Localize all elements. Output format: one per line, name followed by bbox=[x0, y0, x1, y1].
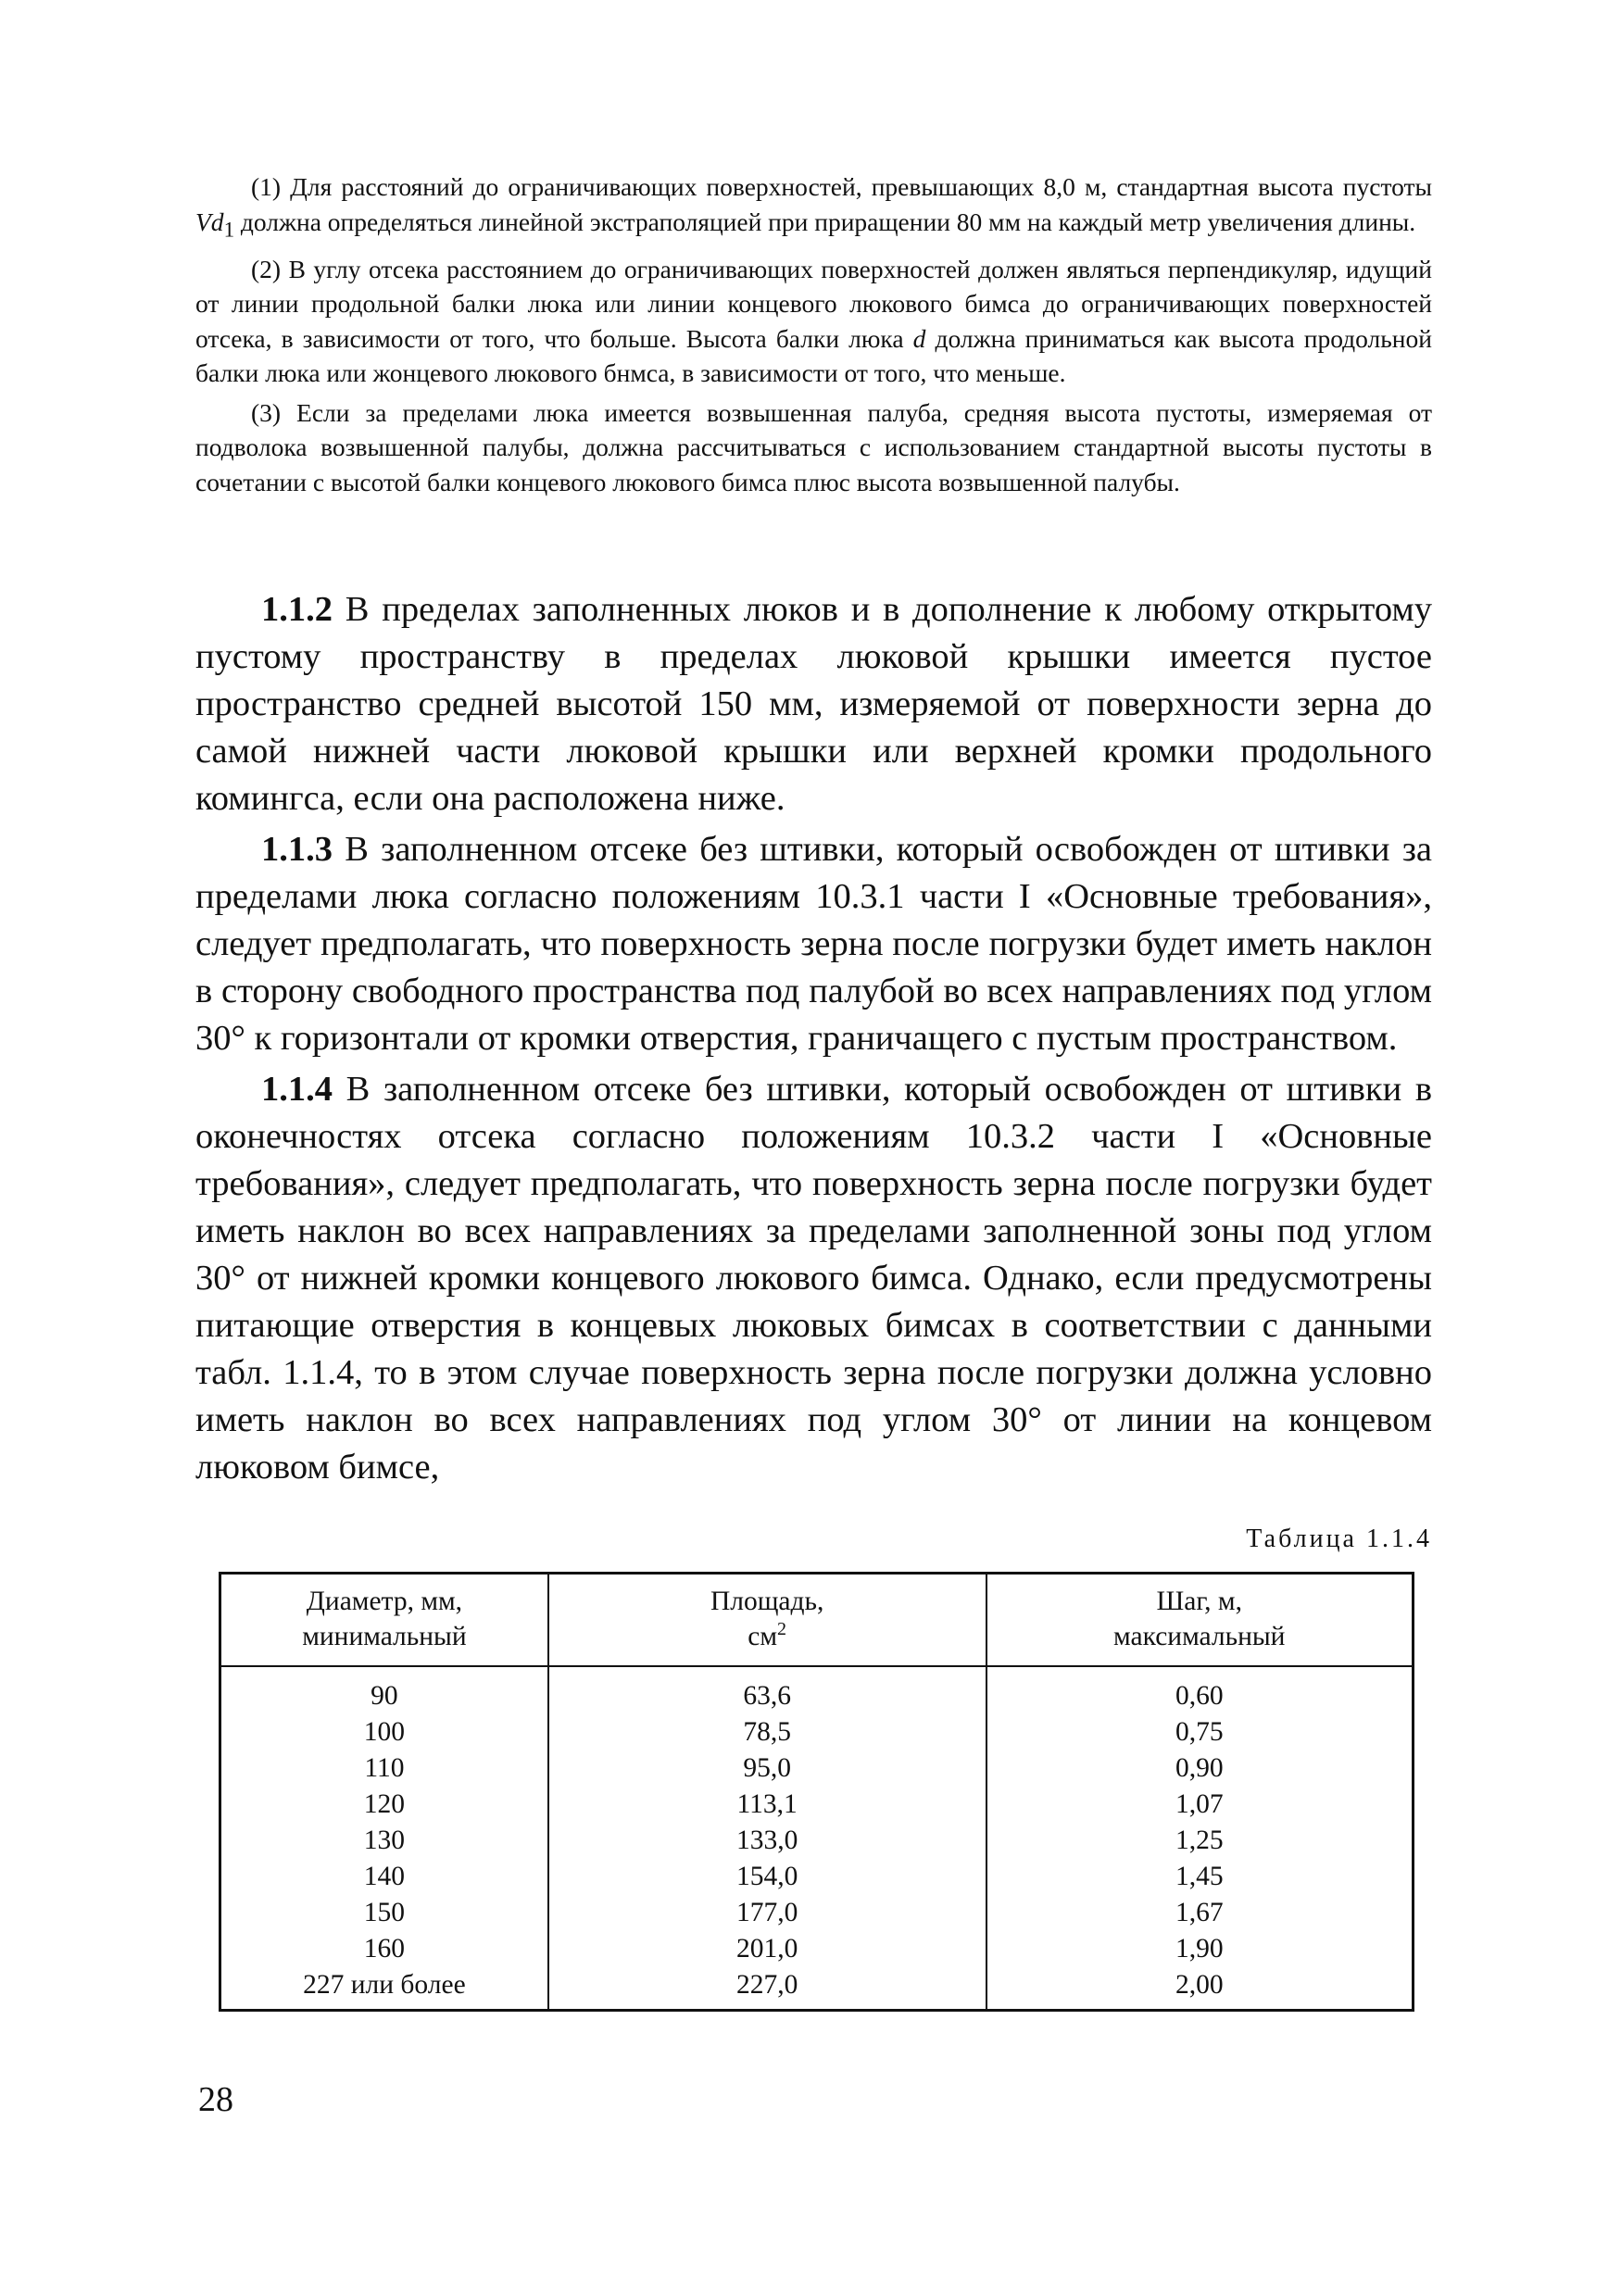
cell-diameter: 227 или более bbox=[220, 1967, 548, 2011]
cell-pitch: 1,45 bbox=[986, 1859, 1414, 1895]
page-number: 28 bbox=[198, 2080, 233, 2119]
table-row bbox=[220, 1714, 1414, 1750]
cell-pitch: 0,75 bbox=[986, 1714, 1414, 1750]
note-1-text-end: должна определяться линейной экстраполяцией при приращении 80 мм на каждый метр увеличения длины. bbox=[234, 207, 1416, 236]
paragraph-1-1-3 bbox=[195, 826, 1432, 1062]
note-2-text-start: (2) В углу отсека расстоянием до ограничивающих поверхностей должен являться перпендикуляр, идущий от линии продольной балки люка или линии концевого люкового бимса до ограничивающих поверхностей отсека, в зависимости от того, что больше. Высота балки люка bbox=[195, 254, 1432, 353]
cell-area: 177,0 bbox=[548, 1895, 986, 1931]
data-table bbox=[219, 1572, 1414, 2012]
note-2-variable: d bbox=[912, 323, 926, 353]
table-row bbox=[220, 1750, 1414, 1787]
note-1-subscript: 1 bbox=[223, 218, 235, 241]
table-row bbox=[220, 1823, 1414, 1859]
cell-pitch: 1,90 bbox=[986, 1931, 1414, 1967]
cell-area: 201,0 bbox=[548, 1931, 986, 1967]
cell-diameter: 160 bbox=[220, 1931, 548, 1967]
table-row bbox=[220, 1787, 1414, 1823]
header-area-superscript: 2 bbox=[777, 1619, 787, 1640]
cell-area: 133,0 bbox=[548, 1823, 986, 1859]
header-diameter-line1: Диаметр, мм, bbox=[306, 1587, 463, 1616]
table-header-row bbox=[220, 1574, 1414, 1667]
table-notes bbox=[195, 169, 1432, 499]
main-text bbox=[195, 586, 1432, 1491]
paragraph-1-1-2-text: В пределах заполненных люков и в дополнение к любому открытому пустому пространству в пределах люковой крышки имеется пустое пространство средней высотой 150 мм, измеряемой от поверхности зерна до самой нижней части люковой крышки или верхней кромки продольного комингса, если она расположена ниже. bbox=[195, 590, 1432, 818]
table-row bbox=[220, 1967, 1414, 2011]
header-pitch bbox=[986, 1574, 1414, 1667]
note-1-text-start: (1) Для расстояний до ограничивающих поверхностей, превышающих 8,0 м, стандартная высота пустоты bbox=[251, 172, 1432, 201]
header-area-unit: см bbox=[748, 1622, 778, 1651]
note-2 bbox=[195, 252, 1432, 391]
header-diameter-line2: минимальный bbox=[302, 1622, 467, 1651]
note-1 bbox=[195, 169, 1432, 247]
section-number-1-1-3: 1.1.3 bbox=[261, 830, 333, 869]
cell-diameter: 130 bbox=[220, 1823, 548, 1859]
cell-area: 78,5 bbox=[548, 1714, 986, 1750]
cell-pitch: 2,00 bbox=[986, 1967, 1414, 2011]
section-number-1-1-2: 1.1.2 bbox=[261, 590, 333, 629]
header-area-line1: Площадь, bbox=[710, 1587, 824, 1616]
section-number-1-1-4: 1.1.4 bbox=[261, 1070, 333, 1109]
cell-pitch: 1,25 bbox=[986, 1823, 1414, 1859]
note-1-variable: Vd bbox=[195, 207, 224, 236]
note-3: (3) Если за пределами люка имеется возвышенная палуба, средняя высота пустоты, измеряемая от подволока возвышенной палубы, должна рассчитываться с использованием стандартной высоты пустоты в сочетании с высотой балки концевого люкового бимса плюс высота возвышенной палубы. bbox=[195, 397, 1432, 496]
paragraph-1-1-2 bbox=[195, 586, 1432, 822]
cell-diameter: 100 bbox=[220, 1714, 548, 1750]
table-row bbox=[220, 1666, 1414, 1714]
note-2-text-end: должна приниматься как высота продольной балки люка или жонцевого люкового бнмса, в зависимости от того, что меньше. bbox=[195, 323, 1432, 387]
paragraph-1-1-4-text: В заполненном отсеке без штивки, который освобожден от штивки в оконечностях отсека согласно положениям 10.3.2 части I «Основные требования», следует предполагать, что поверхность зерна после погрузки будет иметь наклон во всех направлениях за пределами заполненной зоны под углом 30° от нижней кромки концевого люкового бимса. Однако, если предусмотрены питающие отверстия в концевых люковых бимсах в соответствии с данными табл. 1.1.4, то в этом случае поверхность зерна после погрузки должна условно иметь наклон во всех направлениях под углом 30° от линии на концевом люковом бимсе, bbox=[195, 1070, 1432, 1487]
cell-diameter: 110 bbox=[220, 1750, 548, 1787]
table-row bbox=[220, 1859, 1414, 1895]
cell-area: 95,0 bbox=[548, 1750, 986, 1787]
header-area bbox=[548, 1574, 986, 1667]
table-caption: Таблица 1.1.4 bbox=[1246, 1524, 1432, 1553]
cell-pitch: 1,07 bbox=[986, 1787, 1414, 1823]
paragraph-1-1-3-text: В заполненном отсеке без штивки, который освобожден от штивки за пределами люка согласно положениям 10.3.1 части I «Основные требования», следует предполагать, что поверхность зерна после погрузки будет иметь наклон в сторону свободного пространства под палубой во всех направлениях под углом 30° к горизонтали от кромки отверстия, граничащего с пустым пространством. bbox=[195, 830, 1432, 1058]
table-row bbox=[220, 1895, 1414, 1931]
cell-area: 63,6 bbox=[548, 1666, 986, 1714]
cell-diameter: 120 bbox=[220, 1787, 548, 1823]
header-diameter bbox=[220, 1574, 548, 1667]
cell-diameter: 90 bbox=[220, 1666, 548, 1714]
cell-pitch: 0,90 bbox=[986, 1750, 1414, 1787]
paragraph-1-1-4 bbox=[195, 1066, 1432, 1491]
cell-pitch: 0,60 bbox=[986, 1666, 1414, 1714]
cell-diameter: 140 bbox=[220, 1859, 548, 1895]
header-pitch-line1: Шаг, м, bbox=[1156, 1587, 1242, 1616]
cell-pitch: 1,67 bbox=[986, 1895, 1414, 1931]
cell-area: 154,0 bbox=[548, 1859, 986, 1895]
table-row bbox=[220, 1931, 1414, 1967]
cell-area: 227,0 bbox=[548, 1967, 986, 2011]
header-pitch-line2: максимальный bbox=[1113, 1622, 1286, 1651]
cell-area: 113,1 bbox=[548, 1787, 986, 1823]
cell-diameter: 150 bbox=[220, 1895, 548, 1931]
